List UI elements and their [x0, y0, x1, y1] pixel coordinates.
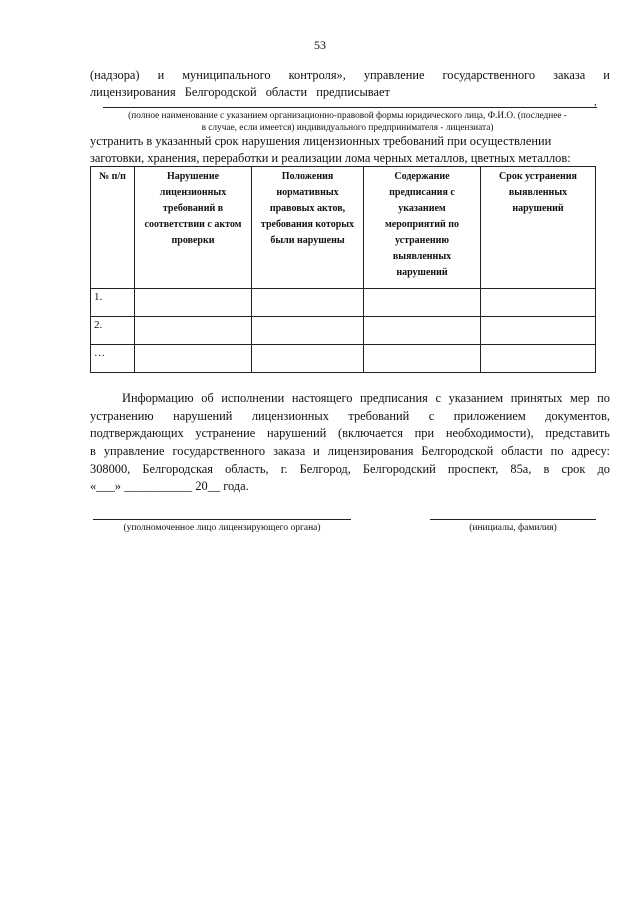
- paragraph-line: [90, 425, 610, 443]
- intro-line-1: [90, 67, 610, 84]
- paragraph-word: Белгородская: [142, 461, 214, 476]
- paragraph-word: заказа: [273, 444, 306, 459]
- intro-word: и: [603, 68, 610, 82]
- paragraph-word: предписания: [360, 391, 428, 405]
- paragraph-word: нарушений: [266, 426, 327, 441]
- paragraph-word: лицензионных: [251, 408, 329, 423]
- paragraph-word: 308000,: [90, 461, 131, 476]
- paragraph-word: исполнении: [221, 391, 285, 405]
- licensee-line-comma: ,: [594, 96, 597, 108]
- intro-word: управление: [363, 68, 425, 82]
- info-paragraph: [90, 390, 610, 496]
- instruction-line-2: заготовки, хранения, переработки и реализации лома черных металлов, цветных металлов:: [90, 151, 571, 165]
- paragraph-word: приложением: [453, 408, 526, 423]
- table-cell: [252, 289, 364, 317]
- column-header-number: № п/п: [91, 167, 135, 289]
- table-cell: …: [91, 345, 135, 373]
- table-cell: [481, 289, 596, 317]
- table-row: [91, 345, 596, 373]
- violations-table: [90, 166, 596, 373]
- table-cell: 2.: [91, 317, 135, 345]
- table-cell: [135, 317, 252, 345]
- intro-word: и: [157, 68, 165, 82]
- paragraph-word: и: [313, 444, 320, 459]
- table-cell: [364, 289, 481, 317]
- paragraph-word: при: [414, 426, 435, 441]
- paragraph-word: в: [543, 461, 550, 476]
- table-cell: [252, 345, 364, 373]
- intro-word: (надзора): [90, 68, 140, 82]
- paragraph-word: лицензирования: [327, 444, 414, 459]
- paragraph-word: управление: [103, 444, 165, 459]
- table-cell: [252, 317, 364, 345]
- paragraph-word: с: [428, 408, 435, 423]
- paragraph-word: устранение: [195, 426, 256, 441]
- paragraph-line: [90, 390, 610, 408]
- paragraph-word: Информацию: [122, 391, 194, 405]
- table-cell: 1.: [91, 289, 135, 317]
- paragraph-word: об: [201, 391, 214, 405]
- page-number: 53: [314, 38, 326, 52]
- table-header-row: [91, 167, 596, 289]
- table-cell: [481, 345, 596, 373]
- paragraph-word: настоящего: [291, 391, 353, 405]
- paragraph-word: 85а,: [510, 461, 532, 476]
- signature-caption-official: (уполномоченное лицо лицензирующего органа): [123, 523, 321, 533]
- instruction-line-1: устранить в указанный срок нарушения лицензионных требований при осуществлении: [90, 134, 552, 148]
- table-cell: [135, 345, 252, 373]
- paragraph-line: [90, 443, 610, 461]
- paragraph-word: Белгородской: [421, 444, 494, 459]
- paragraph-word: по: [597, 391, 610, 405]
- licensee-caption-2: в случае, если имеется) индивидуального предпринимателя - лицензиата): [201, 123, 494, 133]
- paragraph-word: представить: [545, 426, 610, 441]
- signature-caption-name: (инициалы, фамилия): [469, 523, 557, 533]
- intro-word: государственного: [442, 68, 536, 82]
- intro-word: заказа: [553, 68, 586, 82]
- paragraph-word: с: [435, 391, 441, 405]
- column-header-order-content: Содержание предписания с указанием мероприятий по устранению выявленных нарушений: [364, 167, 481, 289]
- paragraph-word: устранению: [90, 408, 154, 423]
- signature-line-official: [93, 519, 351, 520]
- table-cell: [364, 345, 481, 373]
- intro-word: муниципального: [182, 68, 271, 82]
- intro-word: лицензирования: [90, 85, 176, 99]
- paragraph-word: требований: [348, 408, 410, 423]
- licensee-name-line: [103, 107, 597, 108]
- paragraph-word: государственного: [172, 444, 266, 459]
- paragraph-word: срок: [561, 461, 586, 476]
- table-cell: [481, 317, 596, 345]
- licensee-caption-1: (полное наименование с указанием организационно-правовой формы юридического лица, Ф.И.О. (последнее -: [128, 111, 567, 121]
- table-row: [91, 289, 596, 317]
- intro-line-2: [90, 84, 610, 101]
- paragraph-word: области: [501, 444, 543, 459]
- paragraph-word: проспект,: [447, 461, 499, 476]
- paragraph-word: нарушений: [173, 408, 233, 423]
- paragraph-word: по: [550, 444, 564, 459]
- paragraph-line: [90, 408, 610, 426]
- paragraph-word: документов,: [545, 408, 610, 423]
- deadline-date-blank: «___» ___________ 20__ года.: [90, 479, 249, 494]
- table-cell: [364, 317, 481, 345]
- paragraph-word: г.: [280, 461, 288, 476]
- intro-word: Белгородской: [184, 85, 257, 99]
- intro-word: области: [265, 85, 308, 99]
- table-cell: [135, 289, 252, 317]
- paragraph-word: подтверждающих: [90, 426, 184, 441]
- signature-line-name: [430, 519, 596, 520]
- paragraph-word: Белгородский: [362, 461, 436, 476]
- table-row: [91, 317, 596, 345]
- paragraph-word: адресу:: [571, 444, 610, 459]
- paragraph-line: [90, 461, 610, 479]
- intro-word: предписывает: [316, 85, 390, 99]
- column-header-legal-provisions: Положения нормативных правовых актов, требования которых были нарушены: [252, 167, 364, 289]
- paragraph-word: Белгород,: [299, 461, 351, 476]
- paragraph-word: принятых: [510, 391, 563, 405]
- paragraph-word: область,: [225, 461, 269, 476]
- paragraph-word: указанием: [448, 391, 504, 405]
- column-header-deadline: Срок устранения выявленных нарушений: [481, 167, 596, 289]
- column-header-violation: Нарушение лицензионных требований в соответствии с актом проверки: [135, 167, 252, 289]
- deadline-line: [90, 478, 610, 496]
- paragraph-word: (включается: [337, 426, 403, 441]
- paragraph-word: в: [90, 444, 96, 459]
- paragraph-word: до: [597, 461, 610, 476]
- intro-word: контроля»,: [288, 68, 346, 82]
- paragraph-word: мер: [570, 391, 590, 405]
- paragraph-word: необходимости),: [445, 426, 534, 441]
